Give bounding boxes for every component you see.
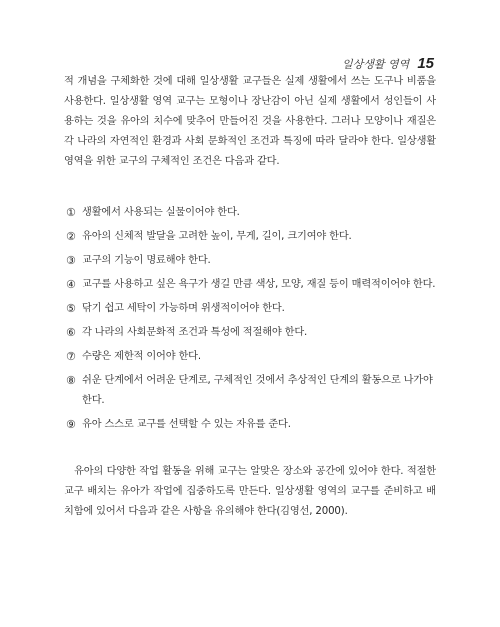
running-header-section: 일상생활 영역 — [342, 58, 410, 71]
criteria-item — [64, 299, 438, 323]
criteria-number: ① — [66, 206, 76, 219]
criteria-text: 교구의 기능이 명료해야 한다. — [82, 255, 211, 266]
criteria-number: ⑤ — [66, 302, 76, 315]
criteria-text: 교구를 사용하고 싶은 욕구가 생길 만큼 색상, 모양, 재질 등이 매력적이어야 한다. — [82, 279, 436, 290]
criteria-list — [64, 203, 438, 439]
criteria-text: 닦기 쉽고 세탁이 가능하며 위생적이어야 한다. — [82, 303, 285, 314]
criteria-item — [64, 323, 438, 347]
criteria-item — [64, 227, 438, 251]
criteria-number: ⑦ — [66, 350, 76, 363]
intro-paragraph: 적 개념을 구체화한 것에 대해 일상생활 교구들은 실제 생활에서 쓰는 도구나 비품을 사용한다. 일상생활 영역 교구는 모형이나 장난감이 아닌 실제 생활에서 성인들이 사용하는 것을 유아의 치수에 맞추어 만들어진 것을 사용한다. 그러나 모양이나 재질은 각 나라의 자연적인 환경과 사회 문화적인 조건과 특징에 따라 달라야 한다. 일상생활 영역을 위한 교구의 구체적인 조건은 다음과 같다. — [64, 76, 436, 167]
criteria-item — [64, 203, 438, 227]
criteria-number: ⑧ — [66, 374, 76, 387]
criteria-text: 유아 스스로 교구를 선택할 수 있는 자유를 준다. — [82, 419, 291, 430]
criteria-item — [64, 275, 438, 299]
criteria-number: ③ — [66, 254, 76, 267]
criteria-number: ④ — [66, 278, 76, 291]
criteria-number: ⑥ — [66, 326, 76, 339]
criteria-text: 쉬운 단계에서 어려운 단계로, 구체적인 것에서 추상적인 단계의 활동으로 나가야 한다. — [82, 375, 433, 406]
criteria-item — [64, 415, 438, 439]
running-header — [342, 55, 434, 72]
outro-paragraph: 유아의 다양한 작업 활동을 위해 교구는 알맞은 장소와 공간에 있어야 한다. 적절한 교구 배치는 유아가 작업에 집중하도록 만든다. 일상생활 영역의 교구를 준비하고 배치함에 있어서 다음과 같은 사항을 유의해야 한다(김영선, 2000). — [64, 466, 436, 517]
criteria-number: ⑨ — [66, 418, 76, 431]
criteria-text: 유아의 신체적 발달을 고려한 높이, 무게, 길이, 크기여야 한다. — [82, 231, 352, 242]
criteria-item — [64, 347, 438, 371]
page-number: 15 — [417, 55, 434, 72]
criteria-item — [64, 371, 438, 415]
criteria-text: 각 나라의 사회문화적 조건과 특성에 적절해야 한다. — [82, 327, 308, 338]
criteria-text: 수량은 제한적 이어야 한다. — [82, 351, 201, 362]
criteria-text: 생활에서 사용되는 실물이어야 한다. — [82, 207, 240, 218]
criteria-number: ② — [66, 230, 76, 243]
criteria-item — [64, 251, 438, 275]
